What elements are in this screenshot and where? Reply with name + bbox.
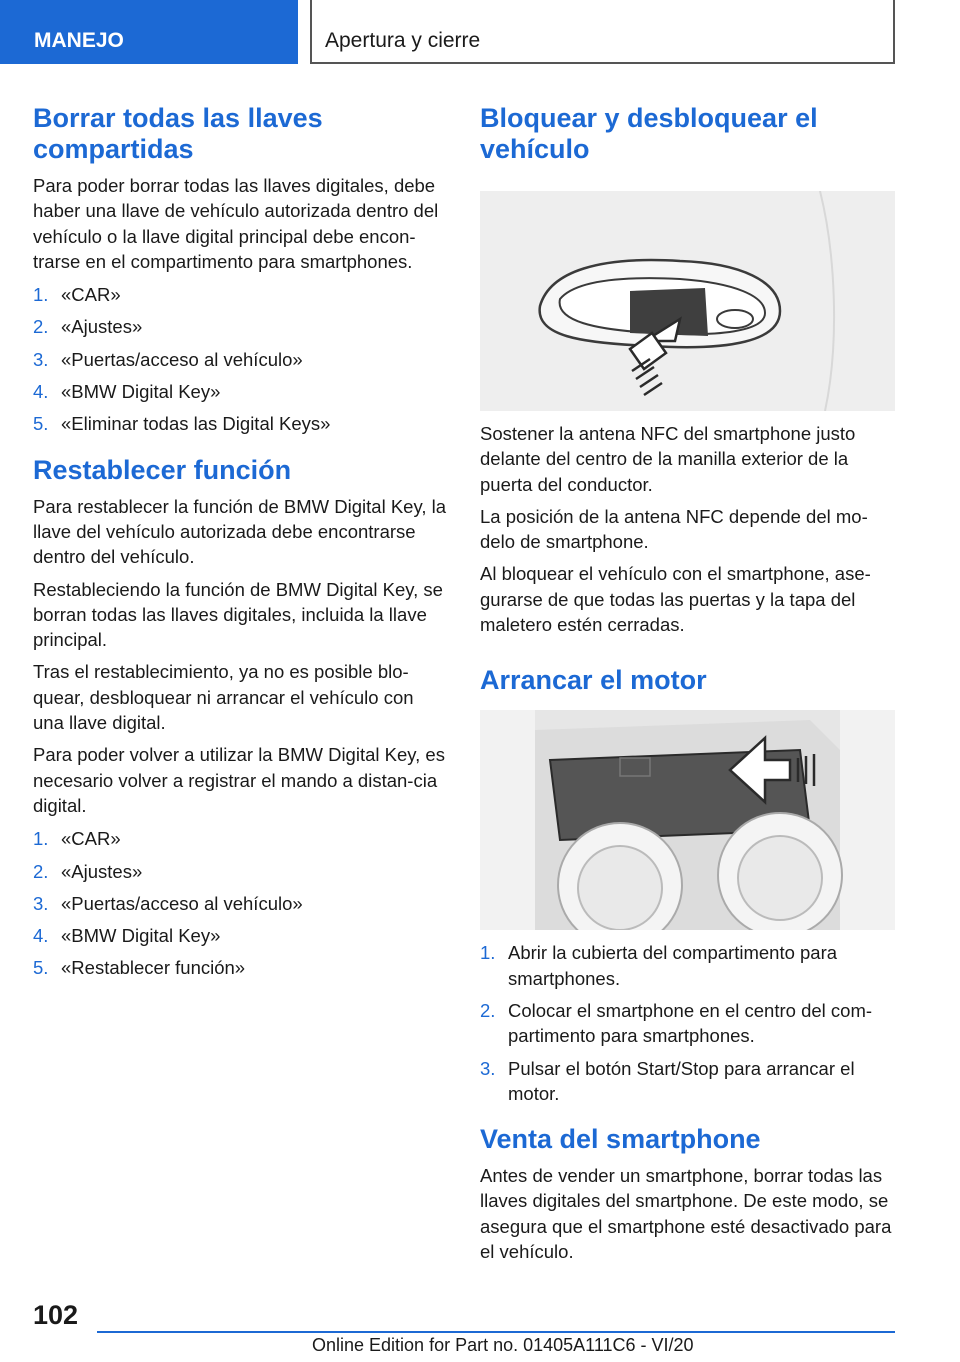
footer-rule: [97, 1331, 895, 1333]
door-handle-illustration: [480, 191, 895, 411]
steps-list: [480, 940, 895, 1106]
header-section-tab: [0, 0, 298, 64]
right-column: [480, 103, 895, 1282]
list-item: 3. «Puertas/acceso al vehículo»: [33, 348, 303, 370]
left-column: [33, 103, 448, 999]
section-delete-shared-keys: [33, 103, 448, 437]
paragraph: Tras el restablecimiento, ya no es posible blo-quear, desbloquear ni arrancar el vehículo con una llave digital.: [33, 661, 414, 734]
paragraph: La posición de la antena NFC depende del mo-delo de smartphone.: [480, 505, 868, 553]
paragraph: Para poder borrar todas las llaves digitales, debe haber una llave de vehículo autorizada dentro del vehículo o la llave digital principal debe encon-trarse en el compartimento para smartphones.: [33, 175, 439, 272]
paragraph: Antes de vender un smartphone, borrar todas las llaves digitales del smartphone. De este modo, se asegura que el smartphone esté desactivado para el vehículo.: [480, 1165, 892, 1263]
list-item: 1. «CAR»: [33, 284, 121, 306]
paragraph: Para restablecer la función de BMW Digital Key, la llave del vehículo autorizada debe encontrarse dentro del vehículo.: [33, 495, 447, 568]
section-sell-smartphone: [480, 1124, 895, 1264]
header-chapter-box: [311, 0, 895, 64]
list-item: 5. «Restablecer función»: [33, 957, 246, 979]
list-item: 4. «BMW Digital Key»: [33, 925, 221, 947]
list-item: 2. «Ajustes»: [33, 316, 143, 338]
heading-start-engine: Arrancar el motor: [480, 665, 707, 696]
list-item: 4. «BMW Digital Key»: [33, 381, 221, 403]
paragraph: Para poder volver a utilizar la BMW Digital Key, es necesario volver a registrar el mando a distan-cia digital.: [33, 744, 445, 816]
smartphone-tray-illustration: [480, 710, 895, 930]
heading-reset-function: Restablecer función: [33, 454, 292, 485]
section-reset-function: [33, 455, 448, 981]
list-item: 3. «Puertas/acceso al vehículo»: [33, 892, 303, 914]
heading-sell-smartphone: Venta del smartphone: [480, 1124, 761, 1155]
header-chapter-label: Apertura y cierre: [325, 29, 481, 52]
heading-lock-unlock: Bloquear y desbloquear el vehículo: [480, 103, 818, 164]
page-number: 102: [33, 1300, 79, 1330]
paragraph: Sostener la antena NFC del smartphone justo delante del centro de la manilla exterior de la puerta del conductor.: [480, 423, 856, 495]
section-lock-unlock: [480, 103, 895, 637]
list-item: 5. «Eliminar todas las Digital Keys»: [33, 413, 331, 435]
paragraph: Al bloquear el vehículo con el smartphone, ase-gurarse de que todas las puertas y la tapa del maletero estén cerradas.: [480, 563, 871, 636]
list-item: 1. Abrir la cubierta del compartimento para smartphones.: [480, 942, 838, 989]
heading-delete-shared-keys: Borrar todas las llaves compartidas: [33, 103, 323, 164]
footer-edition: Online Edition for Part no. 01405A111C6 - VI/20: [312, 1335, 694, 1355]
section-start-engine: [480, 665, 895, 1106]
steps-list: [33, 826, 448, 980]
list-item: 1. «CAR»: [33, 828, 121, 850]
list-item: 2. «Ajustes»: [33, 860, 143, 882]
steps-list: [33, 282, 448, 436]
list-item: 2. Colocar el smartphone en el centro del com-partimento para smartphones.: [480, 999, 873, 1047]
list-item: 3. Pulsar el botón Start/Stop para arrancar el motor.: [480, 1057, 855, 1104]
paragraph: Restableciendo la función de BMW Digital Key, se borran todas las llaves digitales, incluida la llave principal.: [33, 578, 443, 651]
header-section-label: MANEJO: [34, 29, 124, 52]
